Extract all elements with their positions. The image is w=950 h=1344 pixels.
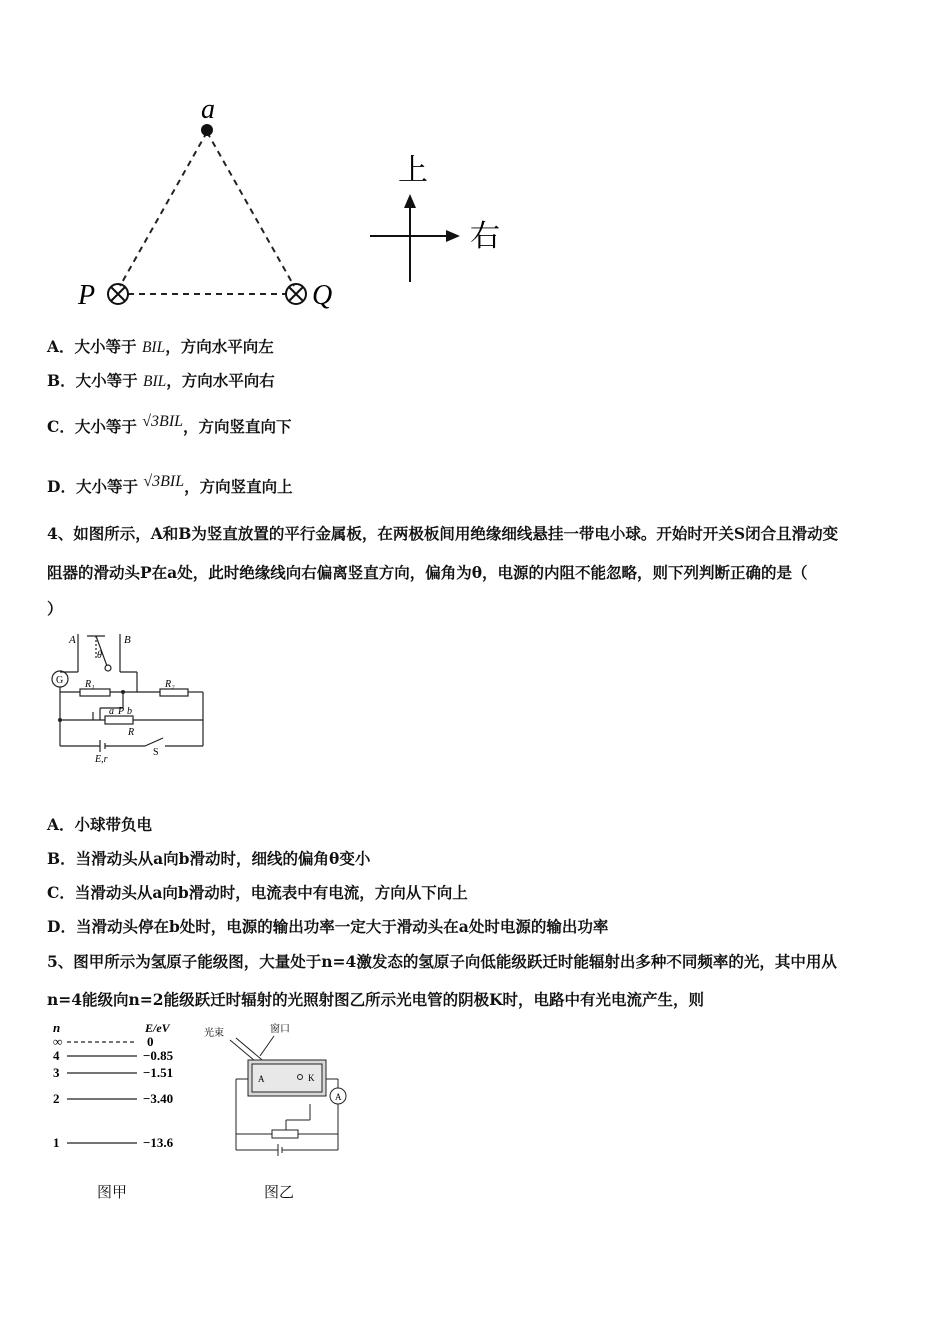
point-a (201, 124, 213, 136)
label-R2: R₂ (165, 679, 175, 690)
q5-line1: 5、图甲所示为氢原子能级图，大量处于n=4激发态的氢原子向低能级跃迁时能辐射出多种不同频率的光，其中用从 (47, 952, 837, 971)
label-Q: Q (312, 280, 333, 311)
level-E-2: −3.40 (143, 1091, 174, 1106)
sqrt3-expr: √3BIL (143, 473, 185, 490)
level-E-inf: 0 (147, 1034, 154, 1049)
q4-option-d: D．当滑动头停在b处时，电源的输出功率一定大于滑动头在a处时电源的输出功率 (47, 917, 609, 936)
edge-a-q (207, 132, 294, 286)
label-light: 光束 (204, 1028, 224, 1039)
label-B: B (124, 634, 131, 646)
label-right: 右 (470, 220, 500, 253)
label-a: a (201, 94, 215, 125)
label-tube-A: A (258, 1074, 265, 1084)
label-b-small: b (127, 706, 132, 717)
level-E-4: −0.85 (143, 1048, 174, 1063)
label-theta: θ (97, 650, 102, 661)
up-arrow-icon (404, 194, 416, 208)
q3-option-d: D．大小等于 √3BIL，方向竖直向上 (47, 473, 293, 496)
q4-line1: 4、如图所示，A和B为竖直放置的平行金属板，在两极板间用绝缘细线悬挂一带电小球。开始时开关S闭合且滑动变 (47, 524, 839, 543)
label-window: 窗口 (270, 1024, 290, 1035)
label-Er: E,r (95, 754, 108, 765)
header-n: n (53, 1020, 61, 1035)
level-n-1: 1 (53, 1135, 60, 1150)
q4-option-c: C．当滑动头从a向b滑动时，电流表中有电流，方向从下向上 (47, 883, 468, 902)
q5-line2: n=4能级向n=2能级跃迁时辐射的光照射图乙所示光电管的阴极K时，电路中有光电流产生，则 (47, 990, 705, 1009)
label-R: R (128, 727, 135, 738)
q4-option-a: A．小球带负电 (47, 815, 153, 834)
label-G: G (56, 675, 64, 686)
level-E-3: −1.51 (143, 1065, 174, 1080)
level-E-1: −13.6 (143, 1135, 174, 1150)
q3-option-c: C．大小等于 √3BIL，方向竖直向下 (47, 413, 292, 436)
circuit-figure (45, 628, 215, 768)
q4-option-b: B．当滑动头从a向b滑动时，细线的偏角θ变小 (47, 849, 371, 868)
q4-line2: 阻器的滑动头P在a处，此时绝缘线向右偏离竖直方向，偏角为θ，电源的内阻不能忽略，则下列判断正确的是（ (47, 563, 808, 582)
edge-a-p (120, 132, 207, 286)
level-n-4: 4 (53, 1048, 60, 1063)
label-tube-K: K (308, 1073, 315, 1083)
label-ammeter: A (335, 1092, 342, 1102)
label-A: A (69, 634, 76, 646)
caption-jia: 图甲 (97, 1183, 128, 1201)
triangle-figure (60, 90, 520, 320)
label-P-small: P (118, 706, 125, 717)
level-n-3: 3 (53, 1065, 60, 1080)
energy-level-diagram (45, 1018, 195, 1158)
label-R1: R₁ (85, 679, 95, 690)
right-arrow-icon (446, 230, 460, 242)
label-a-small: a (109, 706, 114, 717)
label-P: P (78, 280, 96, 311)
level-n-2: 2 (53, 1091, 60, 1106)
current-q-icon (286, 284, 306, 304)
q3-option-b: B．大小等于 BIL，方向水平向右 (47, 371, 275, 390)
level-n-inf: ∞ (53, 1034, 63, 1049)
label-S: S (153, 747, 159, 758)
q3-option-a: A．大小等于 BIL，方向水平向左 (47, 337, 274, 356)
label-up: 上 (398, 154, 428, 187)
photo-tube-diagram (200, 1022, 355, 1162)
sqrt3-expr: √3BIL (142, 413, 184, 430)
caption-yi: 图乙 (264, 1183, 295, 1201)
header-E: E/eV (145, 1021, 170, 1035)
current-p-icon (108, 284, 128, 304)
q4-line3: ） (47, 599, 63, 618)
